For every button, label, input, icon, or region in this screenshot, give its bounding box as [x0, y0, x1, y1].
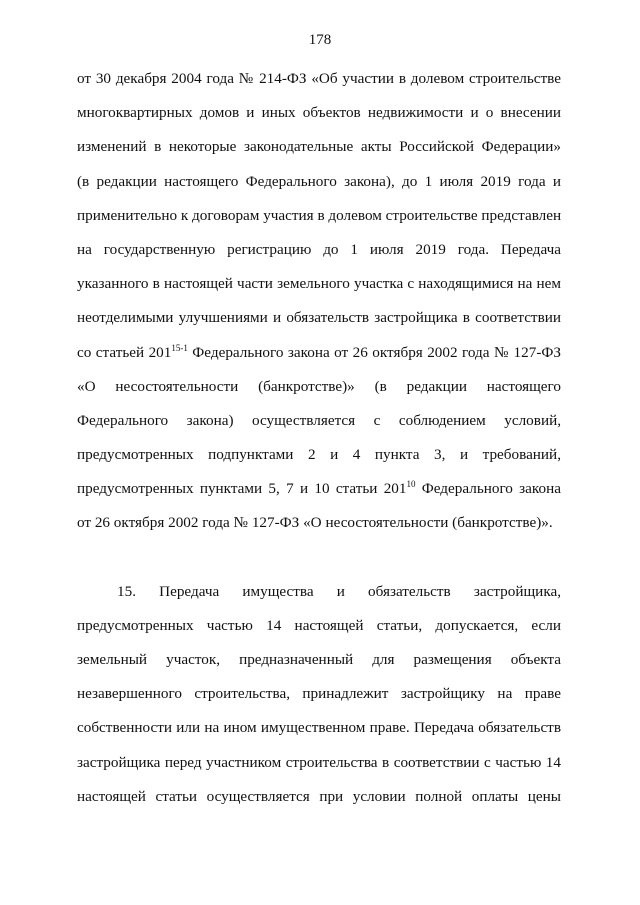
text-line: (в редакции настоящего Федерального закона), до 1 июля 2019 года и	[77, 172, 561, 190]
text-line-with-article-ref	[77, 336, 561, 370]
superscript-article-index: 10	[406, 479, 416, 490]
paragraph-gap	[77, 541, 561, 575]
text-line: 15. Передача имущества и обязательств застройщика,	[117, 582, 561, 600]
text-line: неотделимыми улучшениями и обязательств застройщика в соответствии	[77, 309, 561, 327]
superscript-article-index: 15-1	[171, 342, 188, 353]
text-line: многоквартирных домов и иных объектов недвижимости и о внесении	[77, 104, 561, 122]
text-line: указанного в настоящей части земельного участка с находящимися на нем	[77, 275, 561, 293]
paragraph-1	[77, 62, 561, 541]
text-line: незавершенного строительства, принадлежит застройщику на праве	[77, 685, 561, 703]
page-number: 178	[308, 32, 332, 48]
text-line: собственности или на ином имущественном праве. Передача обязательств	[77, 719, 561, 737]
text-line: земельный участок, предназначенный для размещения объекта	[77, 651, 561, 668]
text-line-with-article-ref	[77, 472, 561, 506]
text-fragment: Федерального закона от 26 октября 2002 года № 127-ФЗ	[187, 343, 561, 361]
document-body	[77, 62, 561, 814]
text-line: предусмотренных подпунктами 2 и 4 пункта 3, и требований,	[77, 446, 561, 464]
text-fragment: Федерального закона	[415, 480, 561, 498]
text-line: применительно к договорам участия в долевом строительстве представлен	[77, 206, 562, 224]
text-line: на государственную регистрацию до 1 июля 2019 года. Передача	[77, 240, 561, 258]
paragraph-2	[77, 575, 561, 814]
text-line: настоящей статьи осуществляется при условии полной оплаты цены	[77, 787, 561, 805]
text-line: предусмотренных частью 14 настоящей статьи, допускается, если	[77, 616, 561, 634]
text-fragment: со статьей 201	[77, 343, 172, 361]
text-line: изменений в некоторые законодательные акты Российской Федерации»	[77, 138, 561, 156]
text-line: «О несостоятельности (банкротстве)» (в редакции настоящего	[77, 377, 561, 395]
text-line: от 30 декабря 2004 года № 214-ФЗ «Об участии в долевом строительстве	[77, 70, 561, 87]
text-fragment: предусмотренных пунктами 5, 7 и 10 статьи 201	[77, 480, 407, 498]
text-line: Федерального закона) осуществляется с соблюдением условий,	[77, 411, 561, 429]
text-line: от 26 октября 2002 года № 127-ФЗ «О несостоятельности (банкротстве)».	[77, 514, 553, 532]
text-line: застройщика перед участником строительства в соответствии с частью 14	[77, 753, 561, 771]
